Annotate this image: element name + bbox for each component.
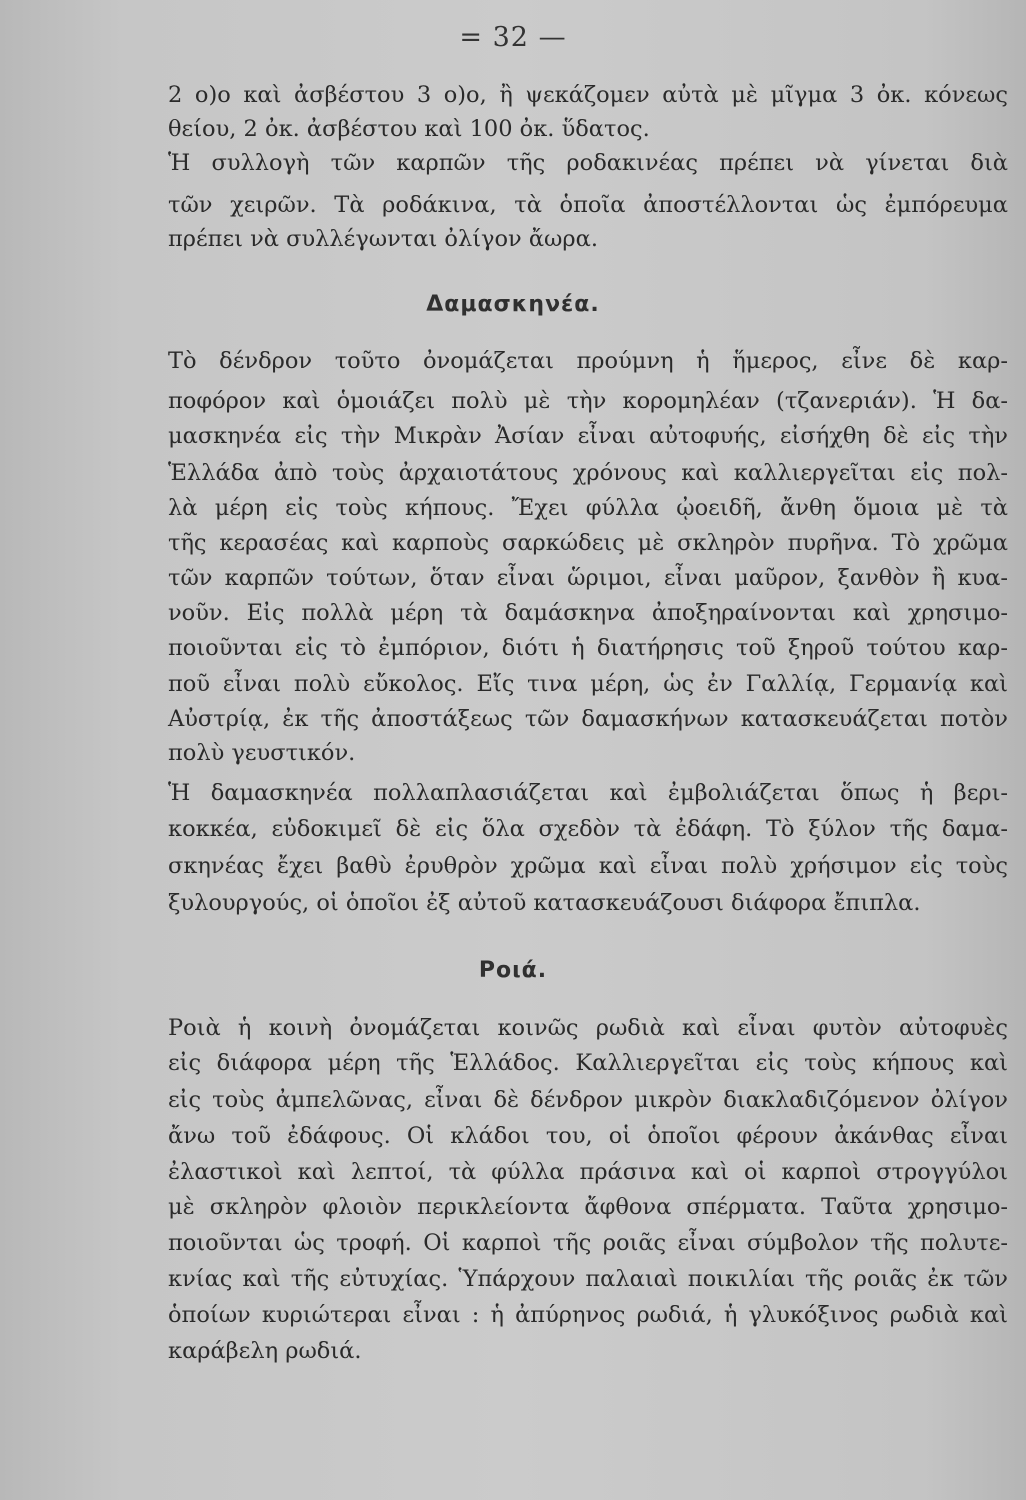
section-heading-roia: Ροιά. [478,958,548,983]
text-line: εἰς τοὺς ἀμπελῶνας, εἶναι δὲ δένδρον μικρὸν διακλαδιζόμενον ὀλίγον [168,1087,1008,1113]
text-line: θείου, 2 ὀκ. ἀσβέστου καὶ 100 ὀκ. ὕδατος. [168,116,650,142]
text-line: Ροιὰ ἡ κοινὴ ὀνομάζεται κοινῶς ρωδιὰ καὶ εἶναι φυτὸν αὐτοφυὲς [168,1015,1008,1041]
text-line: καράβελη ρωδιά. [168,1338,362,1364]
text-line: ὁποίων κυριώτεραι εἶναι : ἡ ἀπύρηνος ρωδιά, ἡ γλυκόξινος ρωδιὰ καὶ [168,1302,1008,1328]
text-line: εἰς διάφορα μέρη τῆς Ἑλλάδος. Καλλιεργεῖται εἰς τοὺς κήπους καὶ [168,1050,1008,1076]
text-line: νοῦν. Εἰς πολλὰ μέρη τὰ δαμάσκηνα ἀποξηραίνονται καὶ χρησιμο- [168,600,1008,626]
text-line: τῶν χειρῶν. Τὰ ροδάκινα, τὰ ὁποῖα ἀποστέλλονται ὡς ἐμπόρευμα [168,192,1008,218]
text-line: ἄνω τοῦ ἐδάφους. Οἱ κλάδοι του, οἱ ὁποῖοι φέρουν ἀκάνθας εἶναι [168,1123,1008,1149]
text-line: Ἡ συλλογὴ τῶν καρπῶν τῆς ροδακινέας πρέπει νὰ γίνεται διὰ [168,150,1008,176]
text-line: τῶν καρπῶν τούτων, ὅταν εἶναι ὥριμοι, εἶναι μαῦρον, ξανθὸν ἢ κυα- [168,565,1008,591]
page-number: = 32 — [459,22,567,53]
section-heading-damaskinea: Δαμασκηνέα. [426,292,600,317]
text-line: Ἡ δαμασκηνέα πολλαπλασιάζεται καὶ ἐμβολιάζεται ὅπως ἡ βερι- [168,780,1008,806]
text-line: κοκκέα, εὐδοκιμεῖ δὲ εἰς ὅλα σχεδὸν τὰ ἐδάφη. Τὸ ξύλον τῆς δαμα- [168,816,1008,842]
text-line: Ἑλλάδα ἀπὸ τοὺς ἀρχαιοτάτους χρόνους καὶ καλλιεργεῖται εἰς πολ- [168,460,1008,486]
text-line: Τὸ δένδρον τοῦτο ὀνομάζεται προύμνη ἡ ἥμερος, εἶνε δὲ καρ- [168,348,1008,374]
text-line: σκηνέας ἔχει βαθὺ ἐρυθρὸν χρῶμα καὶ εἶναι πολὺ χρήσιμον εἰς τοὺς [168,853,1008,879]
text-line: μὲ σκληρὸν φλοιὸν περικλείοντα ἄφθονα σπέρματα. Ταῦτα χρησιμο- [168,1194,1008,1220]
text-line: ξυλουργούς, οἱ ὁποῖοι ἐξ αὐτοῦ κατασκευάζουσι διάφορα ἔπιπλα. [168,890,921,916]
text-line: 2 ο)ο καὶ ἀσβέστου 3 ο)ο, ἢ ψεκάζομεν αὐτὰ μὲ μῖγμα 3 ὀκ. κόνεως [168,82,1008,108]
text-line: ἐλαστικοὶ καὶ λεπτοί, τὰ φύλλα πράσινα καὶ οἱ καρποὶ στρογγύλοι [168,1159,1008,1185]
text-line: Αὐστρίᾳ, ἐκ τῆς ἀποστάξεως τῶν δαμασκήνων κατασκευάζεται ποτὸν [168,706,1008,732]
text-line: ποῦ εἶναι πολὺ εὔκολος. Εἴς τινα μέρη, ὡς ἐν Γαλλίᾳ, Γερμανίᾳ καὶ [168,671,1008,697]
text-line: τῆς κερασέας καὶ καρποὺς σαρκώδεις μὲ σκληρὸν πυρῆνα. Τὸ χρῶμα [168,530,1008,556]
text-line: ποφόρον καὶ ὁμοιάζει πολὺ μὲ τὴν κορομηλέαν (τζανεριάν). Ἡ δα- [168,388,1008,414]
text-line: κνίας καὶ τῆς εὐτυχίας. Ὑπάρχουν παλαιαὶ ποικιλίαι τῆς ροιᾶς ἐκ τῶν [168,1266,1008,1292]
text-line: ποιοῦνται ὡς τροφή. Οἱ καρποὶ τῆς ροιᾶς εἶναι σύμβολον τῆς πολυτε- [168,1230,1008,1256]
text-line: μασκηνέα εἰς τὴν Μικρὰν Ἀσίαν εἶναι αὐτοφυής, εἰσήχθη δὲ εἰς τὴν [168,423,1008,449]
text-line: πρέπει νὰ συλλέγωνται ὀλίγον ἄωρα. [168,226,598,252]
text-line: ποιοῦνται εἰς τὸ ἐμπόριον, διότι ἡ διατήρησις τοῦ ξηροῦ τούτου καρ- [168,635,1008,661]
text-line: λὰ μέρη εἰς τοὺς κήπους. Ἔχει φύλλα ᾠοειδῆ, ἄνθη ὅμοια μὲ τὰ [168,495,1008,521]
text-line: πολὺ γευστικόν. [168,740,356,766]
